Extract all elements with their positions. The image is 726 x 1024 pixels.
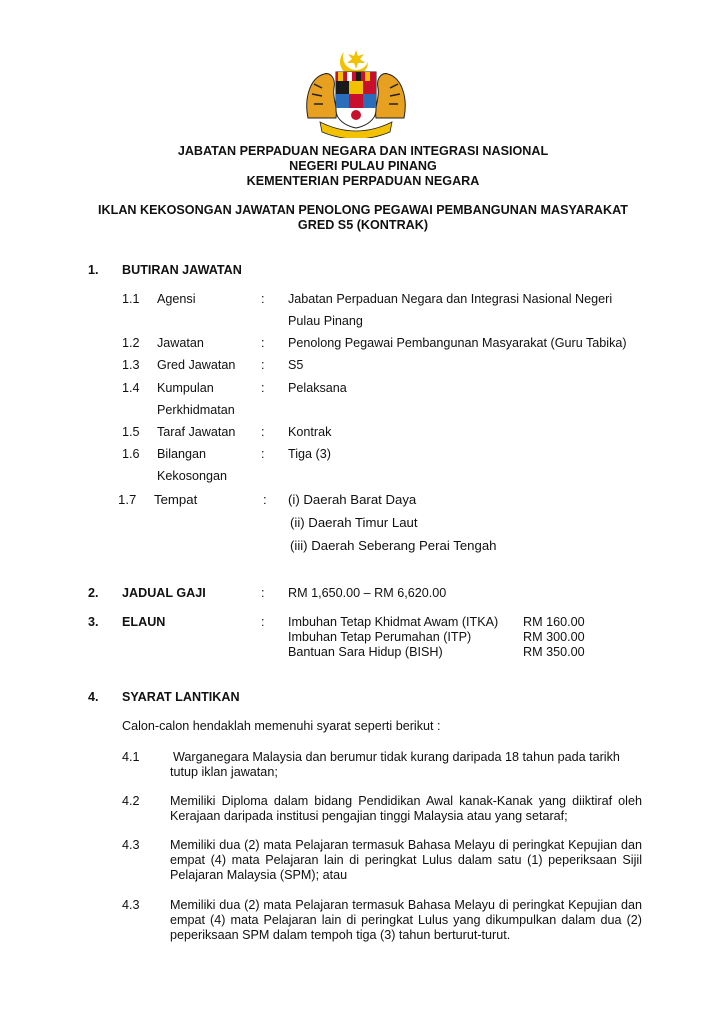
colon: : xyxy=(261,615,265,629)
requirement-number: 4.3 xyxy=(122,898,140,912)
section-2-title: JADUAL GAJI xyxy=(122,586,206,600)
item-number: 1.4 xyxy=(122,381,140,395)
requirement-text: Warganegara Malaysia dan berumur tidak kurang daripada 18 tahun pada tarikh tutup iklan jawatan; xyxy=(170,750,620,779)
requirement-text: Memiliki dua (2) mata Pelajaran termasuk Bahasa Melayu di peringkat Kepujian dan empat (4) mata Pelajaran lain di peringkat Lulus yang dikumpulkan dalam dua (2) peperiksaan SPM dalam tempoh tiga (3) tahun berturut-turut. xyxy=(170,898,642,942)
section-3-number: 3. xyxy=(88,615,99,629)
colon: : xyxy=(261,447,265,461)
colon: : xyxy=(261,425,265,439)
requirement-text: Memiliki dua (2) mata Pelajaran termasuk Bahasa Melayu di peringkat Kepujian dan empat (4) mata Pelajaran lain di peringkat Lulus dalam satu (1) peperiksaan Sijil Pelajaran Malaysia (SPM); atau xyxy=(170,838,642,882)
colon: : xyxy=(261,586,265,600)
item-number: 1.7 xyxy=(118,492,137,507)
requirement-number: 4.3 xyxy=(122,838,140,852)
salary-range: RM 1,650.00 – RM 6,620.00 xyxy=(288,586,447,600)
item-label: Taraf Jawatan xyxy=(157,425,236,439)
item-value-line-2: Pulau Pinang xyxy=(288,314,363,328)
item-value: Pelaksana xyxy=(288,381,347,395)
coat-of-arms-logo xyxy=(300,48,412,138)
item-number: 1.3 xyxy=(122,358,140,372)
section-1-number: 1. xyxy=(88,263,99,277)
colon: : xyxy=(261,336,265,350)
requirement-number: 4.1 xyxy=(122,750,140,764)
item-number: 1.2 xyxy=(122,336,140,350)
colon: : xyxy=(263,492,267,507)
requirement-number: 4.2 xyxy=(122,794,140,808)
title-line-2: GRED S5 (KONTRAK) xyxy=(297,218,429,232)
item-number: 1.6 xyxy=(122,447,140,461)
item-value: Kontrak xyxy=(288,425,332,439)
title-line-1: IKLAN KEKOSONGAN JAWATAN PENOLONG PEGAWAI PEMBANGUNAN MASYARAKAT xyxy=(98,203,628,217)
allowance-name: Imbuhan Tetap Perumahan (ITP) xyxy=(288,630,472,644)
section-3-title: ELAUN xyxy=(122,615,166,629)
item-label: Bilangan xyxy=(157,447,207,461)
allowance-name: Bantuan Sara Hidup (BISH) xyxy=(288,645,443,659)
allowance-amount: RM 300.00 xyxy=(523,630,585,644)
section-1-title: BUTIRAN JAWATAN xyxy=(122,263,242,277)
allowance-amount: RM 160.00 xyxy=(523,615,585,629)
header-line-2: NEGERI PULAU PINANG xyxy=(289,159,437,173)
item-value: Jabatan Perpaduan Negara dan Integrasi Nasional Negeri xyxy=(288,292,613,306)
section-4-number: 4. xyxy=(88,690,99,704)
item-value: Tiga (3) xyxy=(288,447,331,461)
item-label: Kumpulan xyxy=(157,381,214,395)
item-value: S5 xyxy=(288,358,304,372)
item-label-line-2: Perkhidmatan xyxy=(157,403,235,417)
item-number: 1.5 xyxy=(122,425,140,439)
item-label: Gred Jawatan xyxy=(157,358,236,372)
tempat-value: (ii) Daerah Timur Laut xyxy=(290,515,418,530)
item-label: Tempat xyxy=(154,492,198,507)
requirement-text: Memiliki Diploma dalam bidang Pendidikan Awal kanak-Kanak yang diiktiraf oleh Kerajaan daripada institusi pengajian tinggi Malaysia atau yang setaraf; xyxy=(170,794,642,823)
header-line-1: JABATAN PERPADUAN NEGARA DAN INTEGRASI NASIONAL xyxy=(177,144,549,158)
section-2-number: 2. xyxy=(88,586,99,600)
header-line-3: KEMENTERIAN PERPADUAN NEGARA xyxy=(246,174,480,188)
colon: : xyxy=(261,292,265,306)
item-value: Penolong Pegawai Pembangunan Masyarakat (Guru Tabika) xyxy=(288,336,627,350)
section-4-title: SYARAT LANTIKAN xyxy=(122,690,240,704)
tempat-value: (iii) Daerah Seberang Perai Tengah xyxy=(290,538,497,553)
allowance-amount: RM 350.00 xyxy=(523,645,585,659)
tempat-value: (i) Daerah Barat Daya xyxy=(288,492,417,507)
item-number: 1.1 xyxy=(122,292,140,306)
allowance-name: Imbuhan Tetap Khidmat Awam (ITKA) xyxy=(288,615,499,629)
item-label-line-2: Kekosongan xyxy=(157,469,228,483)
colon: : xyxy=(261,358,265,372)
item-label: Agensi xyxy=(157,292,196,306)
item-label: Jawatan xyxy=(157,336,204,350)
colon: : xyxy=(261,381,265,395)
requirements-intro: Calon-calon hendaklah memenuhi syarat seperti berikut : xyxy=(122,719,441,733)
